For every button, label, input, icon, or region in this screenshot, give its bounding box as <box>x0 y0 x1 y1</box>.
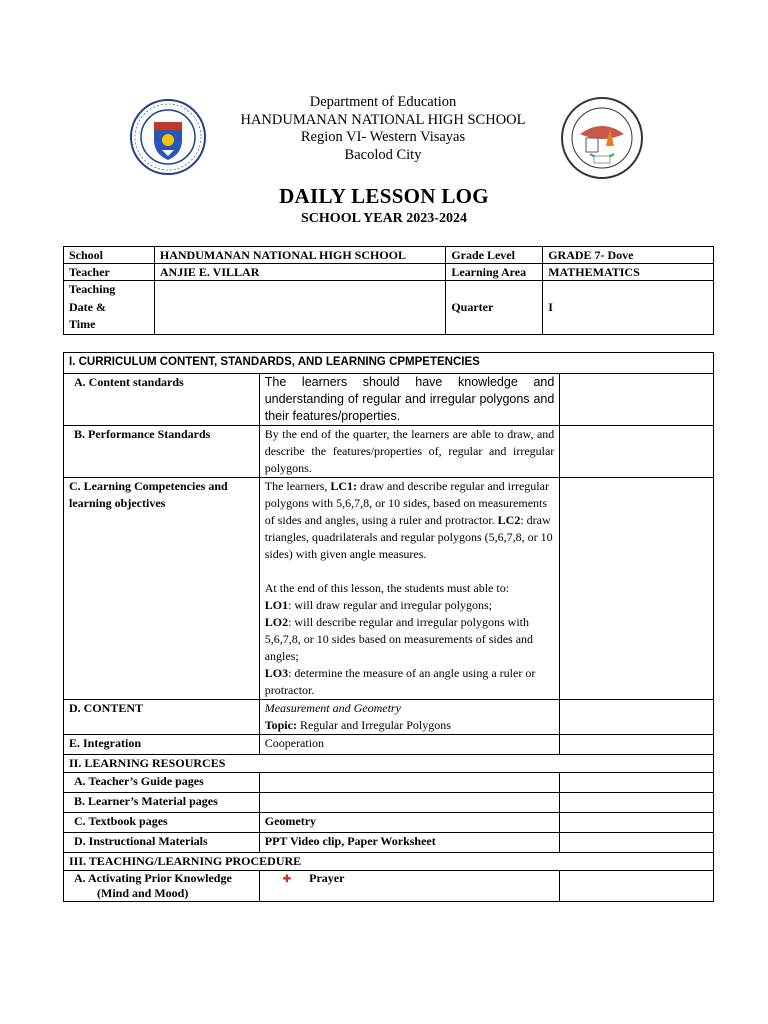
date-label-line: Date & <box>69 299 106 314</box>
area-label: Learning Area <box>446 264 543 281</box>
school-year: SCHOOL YEAR 2023-2024 <box>301 211 467 226</box>
city-name: Bacolod City <box>344 146 422 163</box>
materials-label: D. Instructional Materials <box>64 833 260 853</box>
table-row <box>64 426 714 478</box>
empty-cell <box>560 813 714 833</box>
content-label: D. CONTENT <box>64 700 260 735</box>
materials-value: PPT Video clip, Paper Worksheet <box>259 833 560 853</box>
arrow-bullet-icon: ✚ <box>282 874 292 885</box>
integration-text: Cooperation <box>259 735 560 755</box>
table-row <box>64 700 714 735</box>
grade-value: GRADE 7- Dove <box>543 247 714 264</box>
section-row <box>64 755 714 773</box>
teacher-label: Teacher <box>64 264 155 281</box>
school-seal-logo <box>560 96 644 180</box>
date-label-line: Teaching <box>69 282 116 296</box>
quarter-label: Quarter <box>446 281 543 335</box>
school-name: HANDUMANAN NATIONAL HIGH SCHOOL <box>240 111 526 128</box>
table-row <box>64 793 714 813</box>
section-row <box>64 353 714 374</box>
empty-cell <box>560 793 714 813</box>
section-heading: III. TEACHING/LEARNING PROCEDURE <box>64 853 714 871</box>
text-span: : will describe regular and irregular polygons with 5,6,7,8, or 10 sides based on measurements of sides and angles; <box>264 615 534 663</box>
learners-material-label: B. Learner’s Material pages <box>64 793 260 813</box>
objective-item <box>265 614 555 665</box>
integration-label: E. Integration <box>64 735 260 755</box>
prayer-text: Prayer <box>309 871 345 885</box>
table-row <box>64 281 714 335</box>
learners-material-value <box>259 793 560 813</box>
table-row <box>64 247 714 264</box>
lesson-table <box>63 352 714 902</box>
content-standards-label: A. Content standards <box>64 374 260 426</box>
text-span: draw and describe regular and irregular polygons with 5,6,7,8, or 10 sides, based on measurements of sides and angles, using a ruler and protractor. <box>264 479 549 527</box>
text-span: : will draw regular and irregular polygons; <box>288 598 493 612</box>
info-table <box>63 246 714 335</box>
performance-standards-text: By the end of the quarter, the learners are able to draw, and describe the features/properties of, regular and irregular polygons. <box>259 426 560 478</box>
page-title: DAILY LESSON LOG <box>279 184 489 208</box>
date-label-line: Time <box>69 317 96 331</box>
content-topic <box>265 717 555 734</box>
objectives-intro: At the end of this lesson, the students must able to: <box>264 581 510 595</box>
section-heading: II. LEARNING RESOURCES <box>64 755 714 773</box>
area-value: MATHEMATICS <box>543 264 714 281</box>
table-row <box>64 871 714 902</box>
label-line: A. Activating Prior Knowledge <box>74 871 232 885</box>
competencies-paragraph <box>265 478 555 563</box>
table-row <box>64 478 714 700</box>
empty-cell <box>560 700 714 735</box>
table-row <box>64 374 714 426</box>
table-row <box>64 773 714 793</box>
table-row <box>64 833 714 853</box>
section-heading: I. CURRICULUM CONTENT, STANDARDS, AND LEARNING CPMPETENCIES <box>64 353 714 374</box>
lo2-tag: LO2 <box>264 615 289 629</box>
content-text <box>259 700 560 735</box>
content-standards-text: The learners should have knowledge and understanding of regular and irregular polygons and their features/properties. <box>259 374 560 426</box>
objective-item <box>265 665 555 699</box>
topic-tag: Topic: <box>264 718 297 732</box>
procedure-a-label <box>64 871 260 902</box>
spacer <box>265 563 555 580</box>
table-row <box>64 735 714 755</box>
teaching-date-value <box>154 281 445 335</box>
lc2-tag: LC2 <box>497 513 521 527</box>
empty-cell <box>560 773 714 793</box>
textbook-label: C. Textbook pages <box>64 813 260 833</box>
lo3-tag: LO3 <box>264 666 289 680</box>
teaching-date-label <box>64 281 155 335</box>
performance-standards-label: B. Performance Standards <box>64 426 260 478</box>
department-name: Department of Education <box>309 94 457 110</box>
empty-cell <box>560 374 714 426</box>
empty-cell <box>560 478 714 700</box>
content-domain: Measurement and Geometry <box>264 701 401 715</box>
deped-seal-logo <box>126 98 210 176</box>
text-span: Regular and Irregular Polygons <box>296 718 451 732</box>
letterhead <box>200 94 566 164</box>
teachers-guide-value <box>259 773 560 793</box>
school-value: HANDUMANAN NATIONAL HIGH SCHOOL <box>154 247 445 264</box>
text-span: : determine the measure of an angle using a ruler or protractor. <box>264 666 536 697</box>
empty-cell <box>560 426 714 478</box>
teachers-guide-label: A. Teacher’s Guide pages <box>64 773 260 793</box>
textbook-value: Geometry <box>259 813 560 833</box>
lc1-tag: LC1: <box>330 479 358 493</box>
empty-cell <box>560 833 714 853</box>
procedure-a-value <box>259 871 560 902</box>
region-name: Region VI- Western Visayas <box>300 129 466 145</box>
competencies-text <box>259 478 560 700</box>
text-span: The learners, <box>264 479 331 493</box>
objective-item <box>265 597 555 614</box>
section-row <box>64 853 714 871</box>
school-label: School <box>64 247 155 264</box>
teacher-value: ANJIE E. VILLAR <box>154 264 445 281</box>
lo1-tag: LO1 <box>264 598 289 612</box>
table-row <box>64 264 714 281</box>
text-span: : draw triangles, quadrilaterals and regular polygons (5,6,7,8, or 10 sides) with given angle measures. <box>264 513 553 561</box>
empty-cell <box>560 871 714 902</box>
table-row <box>64 813 714 833</box>
empty-cell <box>560 735 714 755</box>
competencies-label: C. Learning Competencies and learning objectives <box>64 478 260 700</box>
label-line: (Mind and Mood) <box>97 886 189 900</box>
grade-label: Grade Level <box>446 247 543 264</box>
quarter-value: I <box>543 281 714 335</box>
